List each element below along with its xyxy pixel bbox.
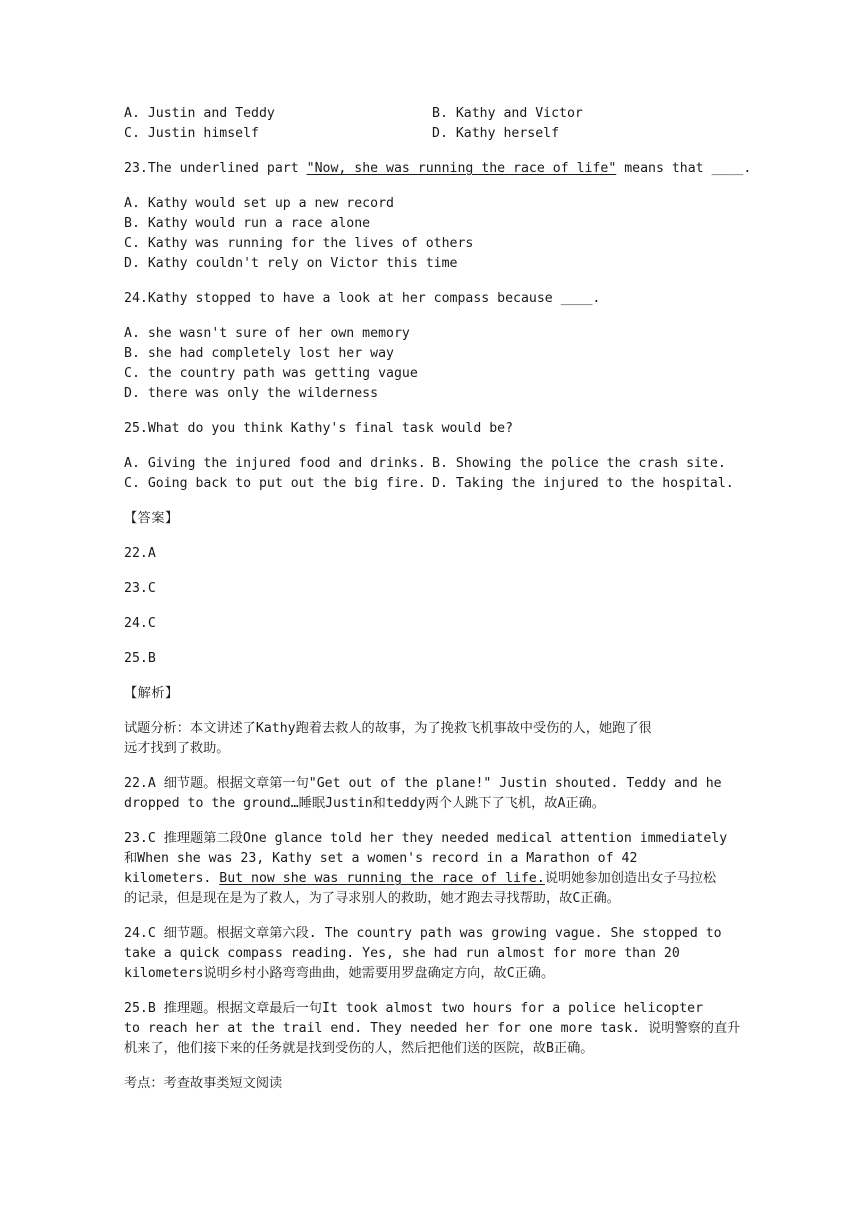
q23-prefix: 23.The underlined part xyxy=(124,161,307,176)
analysis-24-line-2: take a quick compass reading. Yes, she had run almost for more than 20 xyxy=(124,946,680,961)
q22-option-b: B. Kathy and Victor xyxy=(432,106,583,121)
q24-question: 24.Kathy stopped to have a look at her compass because ____. xyxy=(124,291,601,306)
q25-question: 25.What do you think Kathy's final task would be? xyxy=(124,421,514,436)
analysis-intro-line-1: 试题分析：本文讲述了Kathy跑着去救人的故事，为了挽救飞机事故中受伤的人，她跑了很 xyxy=(124,721,652,736)
q25-option-c: C. Going back to put out the big fire. xyxy=(124,476,426,491)
q23-option-b: B. Kathy would run a race alone xyxy=(124,216,371,231)
analysis-23-line-3 xyxy=(124,869,744,889)
analysis-intro-line-2: 远才找到了救助。 xyxy=(124,741,230,756)
analysis-24-line-1: 24.C 细节题。根据文章第六段. The country path was growing vague. She stopped to xyxy=(124,926,722,941)
q25-options-row-1 xyxy=(124,454,744,474)
q23-option-a: A. Kathy would set up a new record xyxy=(124,196,394,211)
answer-22: 22.A xyxy=(124,546,156,561)
analysis-23-underlined-quote: But now she was running the race of life. xyxy=(219,871,545,886)
answer-25: 25.B xyxy=(124,651,156,666)
q23-option-d: D. Kathy couldn't rely on Victor this time xyxy=(124,256,458,271)
q23-underlined-phrase: "Now, she was running the race of life" xyxy=(306,161,617,176)
analysis-23-line-4: 的记录，但是现在是为了救人，为了寻求别人的救助，她才跑去寻找帮助，故C正确。 xyxy=(124,891,620,906)
document-page xyxy=(124,104,752,1094)
q22-option-c: C. Justin himself xyxy=(124,126,259,141)
analysis-23-line-3-post: 说明她参加创造出女子马拉松 xyxy=(544,871,717,886)
analysis-24-line-3: kilometers说明乡村小路弯弯曲曲，她需要用罗盘确定方向，故C正确。 xyxy=(124,966,555,981)
analysis-25-line-3: 机来了，他们接下来的任务就是找到受伤的人，然后把他们送的医院，故B正确。 xyxy=(124,1041,594,1056)
q23-suffix: means that ____. xyxy=(616,161,752,176)
q24-option-b: B. she had completely lost her way xyxy=(124,346,394,361)
analysis-23-line-2: 和When she was 23, Kathy set a women's record in a Marathon of 42 xyxy=(124,851,638,866)
analysis-23-line-3-pre: kilometers. xyxy=(124,871,220,886)
analysis-23-line-1: 23.C 推理题第二段One glance told her they needed medical attention immediately xyxy=(124,831,728,846)
q25-option-a: A. Giving the injured food and drinks. xyxy=(124,456,426,471)
q24-option-d: D. there was only the wilderness xyxy=(124,386,379,401)
analysis-22-line-2: dropped to the ground…睡眠Justin和teddy两个人跳下了飞机，故A正确。 xyxy=(124,796,605,811)
answer-24: 24.C xyxy=(124,616,156,631)
q25-option-d: D. Taking the injured to the hospital. xyxy=(432,476,734,491)
q22-option-d: D. Kathy herself xyxy=(432,126,560,141)
q25-option-b: B. Showing the police the crash site. xyxy=(432,456,726,471)
q22-option-a: A. Justin and Teddy xyxy=(124,106,275,121)
q24-option-c: C. the country path was getting vague xyxy=(124,366,418,381)
analysis-header: 【解析】 xyxy=(124,686,179,701)
q25-options-row-2 xyxy=(124,474,744,494)
q23-option-c: C. Kathy was running for the lives of others xyxy=(124,236,474,251)
q24-option-a: A. she wasn't sure of her own memory xyxy=(124,326,410,341)
analysis-point: 考点：考查故事类短文阅读 xyxy=(124,1076,283,1091)
analysis-25-line-2: to reach her at the trail end. They needed her for one more task. 说明警察的直升 xyxy=(124,1021,741,1036)
q22-options-row-2 xyxy=(124,124,744,144)
analysis-25-line-1: 25.B 推理题。根据文章最后一句It took almost two hours for a police helicopter xyxy=(124,1001,704,1016)
analysis-22-line-1: 22.A 细节题。根据文章第一句"Get out of the plane!" Justin shouted. Teddy and he xyxy=(124,776,722,791)
q23-question xyxy=(124,159,752,179)
q22-options-row-1 xyxy=(124,104,744,124)
answer-23: 23.C xyxy=(124,581,156,596)
answer-header: 【答案】 xyxy=(124,511,179,526)
